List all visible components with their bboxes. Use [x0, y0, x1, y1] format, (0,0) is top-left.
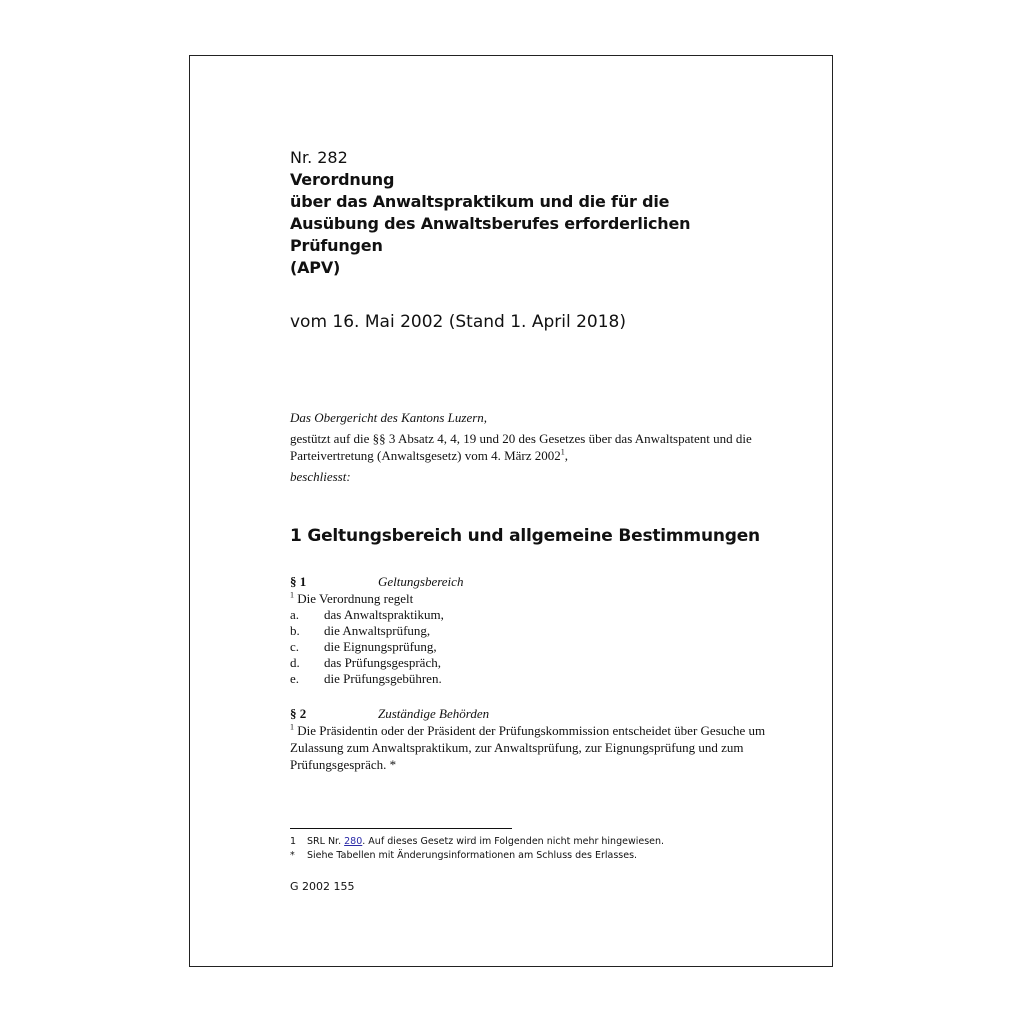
footnote-1: [290, 835, 790, 849]
section-heading: Geltungsbereich: [378, 574, 464, 589]
section-body: Die Präsidentin oder der Präsident der Prüfungskommission entscheidet über Gesuche um Zulassung zum Anwaltspraktikum, zur Anwaltsprüfung, zur Eignungsprüfung und zum Prüfungsgespräch. *: [290, 723, 766, 772]
footnote-mark: 1: [290, 836, 297, 847]
section-header: [290, 573, 790, 590]
preamble-authority: Das Obergericht des Kantons Luzern,: [290, 410, 488, 425]
footnote-divider: [290, 828, 512, 829]
section-number: § 1: [290, 574, 307, 589]
page-content: [290, 147, 790, 773]
footnote-pre: SRL Nr.: [307, 836, 345, 847]
list-letter: b.: [290, 623, 300, 638]
list-text: das Anwaltspraktikum,: [324, 607, 444, 622]
footnote-text: Siehe Tabellen mit Änderungsinformationen am Schluss des Erlasses.: [307, 850, 638, 861]
footnote-text: [307, 835, 664, 849]
law-number: Nr. 282: [290, 148, 348, 167]
preamble-basis-end: ,: [564, 448, 569, 463]
list-item: [290, 623, 790, 639]
item-list: [290, 607, 790, 687]
srl-link[interactable]: 280: [344, 836, 363, 847]
list-item: [290, 607, 790, 623]
section-intro-text: Die Verordnung regelt: [294, 591, 414, 606]
footnote-2: [290, 849, 790, 863]
list-item: [290, 655, 790, 671]
list-letter: d.: [290, 655, 300, 670]
footnote-post: . Auf dieses Gesetz wird im Folgenden nicht mehr hingewiesen.: [362, 836, 665, 847]
preamble: [290, 409, 790, 485]
preamble-basis-text: gestützt auf die §§ 3 Absatz 4, 4, 19 und 20 des Gesetzes über das Anwaltspatent und die Parteivertretung (Anwaltsgesetz) vom 4. März 2002: [290, 431, 752, 463]
chapter-title: 1 Geltungsbereich und allgemeine Bestimmungen: [290, 526, 760, 546]
footnote-mark: *: [290, 850, 295, 861]
list-text: die Anwaltsprüfung,: [324, 623, 431, 638]
page-title: Verordnung über das Anwaltspraktikum und die für die Ausübung des Anwaltsberufes erforderlichen Prüfungen (APV): [290, 170, 691, 277]
document-id: G 2002 155: [290, 880, 355, 893]
section-2: [290, 705, 790, 773]
section-text: [290, 722, 790, 773]
list-item: [290, 671, 790, 687]
section-header: [290, 705, 790, 722]
list-item: [290, 639, 790, 655]
list-text: das Prüfungsgespräch,: [324, 655, 441, 670]
document-page: [189, 55, 833, 967]
list-text: die Prüfungsgebühren.: [324, 671, 442, 686]
list-text: die Eignungsprüfung,: [324, 639, 437, 654]
effective-date: vom 16. Mai 2002 (Stand 1. April 2018): [290, 312, 626, 332]
paragraph-number: 1: [290, 722, 294, 732]
paragraph-number: 1: [290, 590, 294, 600]
section-1: [290, 573, 790, 687]
section-number: § 2: [290, 706, 307, 721]
preamble-decision: beschliesst:: [290, 469, 351, 484]
section-heading: Zuständige Behörden: [378, 706, 490, 721]
footnotes: [290, 828, 790, 863]
list-letter: c.: [290, 639, 300, 654]
list-letter: a.: [290, 607, 300, 622]
footnote-ref[interactable]: 1: [560, 447, 565, 457]
list-letter: e.: [290, 671, 300, 686]
section-intro: [290, 590, 790, 607]
preamble-basis: [290, 430, 790, 464]
